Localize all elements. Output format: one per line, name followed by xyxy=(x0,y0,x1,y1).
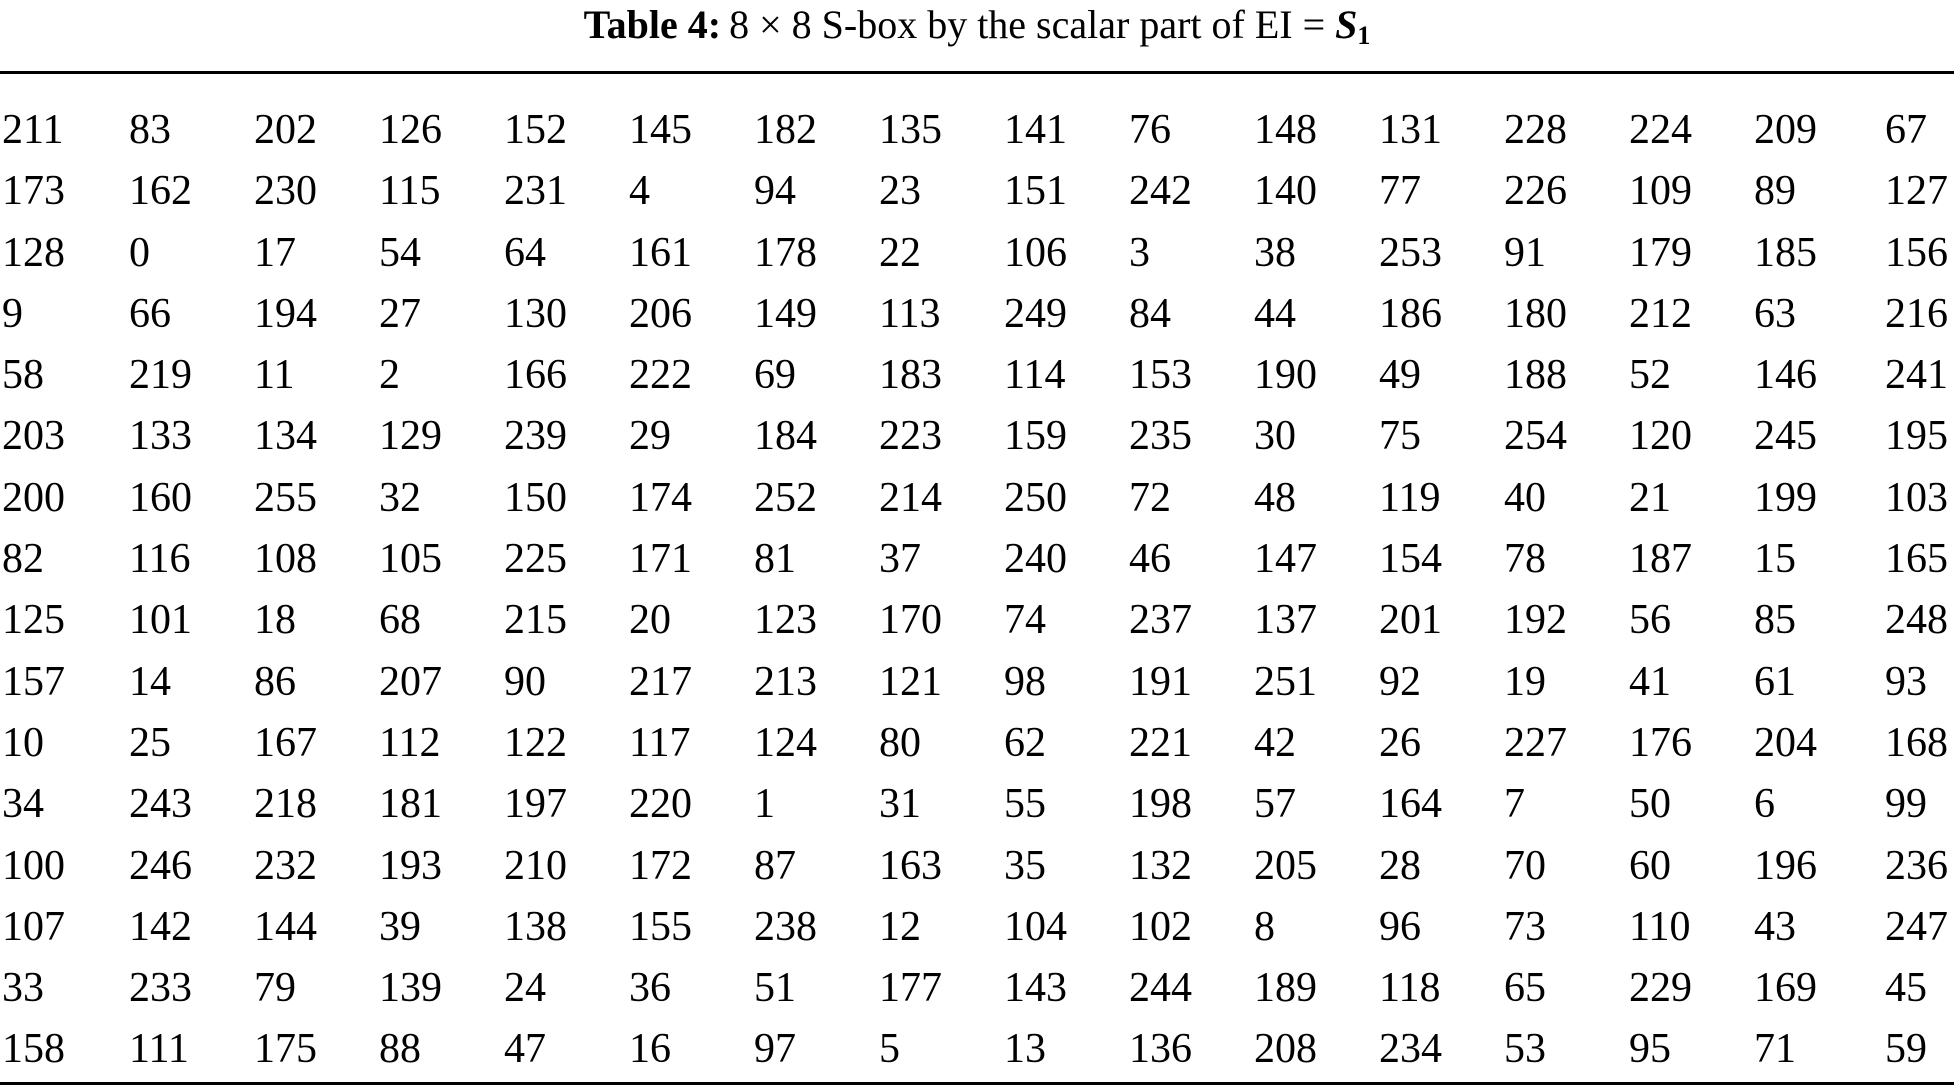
table-cell: 248 xyxy=(1885,597,1948,644)
table-cell: 204 xyxy=(1754,719,1817,766)
table-cell: 2 xyxy=(379,352,400,399)
table-cell: 235 xyxy=(1129,413,1192,460)
table-cell: 68 xyxy=(379,597,421,644)
table-cell: 52 xyxy=(1629,352,1671,399)
table-cell: 97 xyxy=(754,1026,796,1073)
table-cell: 85 xyxy=(1754,597,1796,644)
table-cell: 161 xyxy=(629,229,692,276)
table-cell: 6 xyxy=(1754,781,1775,828)
table-cell: 194 xyxy=(254,290,317,337)
table-cell: 226 xyxy=(1504,168,1567,215)
table-row xyxy=(0,590,1954,651)
table-cell: 110 xyxy=(1629,903,1691,950)
table-cell: 223 xyxy=(879,413,942,460)
table-cell: 58 xyxy=(2,352,44,399)
table-cell: 129 xyxy=(379,413,442,460)
table-cell: 11 xyxy=(254,352,295,399)
table-cell: 153 xyxy=(1129,352,1192,399)
table-cell: 83 xyxy=(129,107,171,153)
table-cell: 220 xyxy=(629,781,692,828)
table-cell: 141 xyxy=(1004,107,1067,153)
table-cell: 100 xyxy=(2,842,65,889)
table-cell: 160 xyxy=(129,474,192,521)
table-row xyxy=(0,406,1954,467)
table-cell: 91 xyxy=(1504,229,1546,276)
table-cell: 19 xyxy=(1504,658,1546,705)
table-cell: 162 xyxy=(129,168,192,215)
table-cell: 227 xyxy=(1504,719,1567,766)
table-cell: 50 xyxy=(1629,781,1671,828)
table-row xyxy=(0,468,1954,529)
table-cell: 184 xyxy=(754,413,817,460)
table-cell: 132 xyxy=(1129,842,1192,889)
table-cell: 250 xyxy=(1004,474,1067,521)
table-cell: 188 xyxy=(1504,352,1567,399)
table-cell: 150 xyxy=(504,474,567,521)
table-cell: 18 xyxy=(254,597,296,644)
table-cell: 69 xyxy=(754,352,796,399)
table-cell: 126 xyxy=(379,107,442,153)
table-cell: 179 xyxy=(1629,229,1692,276)
table-cell: 211 xyxy=(2,107,64,153)
table-cell: 243 xyxy=(129,781,192,828)
table-cell: 4 xyxy=(629,168,650,215)
table-cell: 75 xyxy=(1379,413,1421,460)
table-cell: 151 xyxy=(1004,168,1067,215)
table-cell: 105 xyxy=(379,536,442,583)
table-cell: 134 xyxy=(254,413,317,460)
table-cell: 117 xyxy=(629,719,691,766)
table-cell: 51 xyxy=(754,965,796,1012)
table-cell: 111 xyxy=(129,1026,189,1073)
table-cell: 114 xyxy=(1004,352,1066,399)
table-cell: 79 xyxy=(254,965,296,1012)
table-cell: 216 xyxy=(1885,290,1948,337)
table-cell: 31 xyxy=(879,781,921,828)
table-cell: 81 xyxy=(754,536,796,583)
table-cell: 198 xyxy=(1129,781,1192,828)
table-cell: 139 xyxy=(379,965,442,1012)
caption-text: 8 × 8 S-box by the scalar part of EI = xyxy=(729,2,1336,47)
table-cell: 201 xyxy=(1379,597,1442,644)
table-cell: 30 xyxy=(1254,413,1296,460)
table-cell: 21 xyxy=(1629,474,1671,521)
table-row xyxy=(0,1019,1954,1080)
table-row xyxy=(0,774,1954,835)
table-cell: 131 xyxy=(1379,107,1442,153)
table-cell: 66 xyxy=(129,290,171,337)
table-cell: 221 xyxy=(1129,719,1192,766)
table-cell: 236 xyxy=(1885,842,1948,889)
table-cell: 44 xyxy=(1254,290,1296,337)
table-cell: 212 xyxy=(1629,290,1692,337)
table-cell: 196 xyxy=(1754,842,1817,889)
table-cell: 136 xyxy=(1129,1026,1192,1073)
table-cell: 45 xyxy=(1885,965,1927,1012)
table-cell: 96 xyxy=(1379,903,1421,950)
table-cell: 217 xyxy=(629,658,692,705)
table-cell: 103 xyxy=(1885,474,1948,521)
table-cell: 207 xyxy=(379,658,442,705)
table-cell: 157 xyxy=(2,658,65,705)
table-cell: 200 xyxy=(2,474,65,521)
table-cell: 72 xyxy=(1129,474,1171,521)
table-cell: 142 xyxy=(129,903,192,950)
table-cell: 76 xyxy=(1129,107,1171,153)
table-cell: 166 xyxy=(504,352,567,399)
table-cell: 67 xyxy=(1885,107,1927,153)
table-cell: 108 xyxy=(254,536,317,583)
table-cell: 169 xyxy=(1754,965,1817,1012)
table-cell: 155 xyxy=(629,903,692,950)
table-cell: 219 xyxy=(129,352,192,399)
table-cell: 23 xyxy=(879,168,921,215)
table-cell: 47 xyxy=(504,1026,546,1073)
table-row xyxy=(0,345,1954,406)
table-cell: 165 xyxy=(1885,536,1948,583)
table-cell: 93 xyxy=(1885,658,1927,705)
table-cell: 40 xyxy=(1504,474,1546,521)
table-cell: 32 xyxy=(379,474,421,521)
table-cell: 209 xyxy=(1754,107,1817,153)
table-cell: 228 xyxy=(1504,107,1567,153)
table-row xyxy=(0,652,1954,713)
table-cell: 53 xyxy=(1504,1026,1546,1073)
table-cell: 143 xyxy=(1004,965,1067,1012)
table-cell: 120 xyxy=(1629,413,1692,460)
table-cell: 130 xyxy=(504,290,567,337)
caption-symbol: S xyxy=(1335,2,1358,47)
table-cell: 154 xyxy=(1379,536,1442,583)
table-cell: 234 xyxy=(1379,1026,1442,1073)
table-cell: 178 xyxy=(754,229,817,276)
table-cell: 203 xyxy=(2,413,65,460)
table-row xyxy=(0,100,1954,161)
table-cell: 232 xyxy=(254,842,317,889)
table-cell: 185 xyxy=(1754,229,1817,276)
table-cell: 74 xyxy=(1004,597,1046,644)
table-cell: 149 xyxy=(754,290,817,337)
table-cell: 206 xyxy=(629,290,692,337)
table-cell: 171 xyxy=(629,536,692,583)
table-cell: 197 xyxy=(504,781,567,828)
table-cell: 144 xyxy=(254,903,317,950)
table-cell: 159 xyxy=(1004,413,1067,460)
table-cell: 189 xyxy=(1254,965,1317,1012)
table-cell: 249 xyxy=(1004,290,1067,337)
caption-subscript: 1 xyxy=(1357,21,1371,50)
table-cell: 36 xyxy=(629,965,671,1012)
table-cell: 225 xyxy=(504,536,567,583)
table-cell: 146 xyxy=(1754,352,1817,399)
table-cell: 16 xyxy=(629,1026,671,1073)
table-row xyxy=(0,284,1954,345)
table-cell: 39 xyxy=(379,903,421,950)
table-cell: 112 xyxy=(379,719,441,766)
table-cell: 34 xyxy=(2,781,44,828)
table-cell: 42 xyxy=(1254,719,1296,766)
sbox-table xyxy=(0,100,1954,1081)
table-cell: 84 xyxy=(1129,290,1171,337)
table-row xyxy=(0,897,1954,958)
table-cell: 241 xyxy=(1885,352,1948,399)
table-cell: 25 xyxy=(129,719,171,766)
table-cell: 190 xyxy=(1254,352,1317,399)
table-cell: 87 xyxy=(754,842,796,889)
table-cell: 28 xyxy=(1379,842,1421,889)
table-cell: 90 xyxy=(504,658,546,705)
table-cell: 170 xyxy=(879,597,942,644)
caption-label: Table 4: xyxy=(583,2,722,47)
table-cell: 88 xyxy=(379,1026,421,1073)
table-cell: 191 xyxy=(1129,658,1192,705)
table-cell: 175 xyxy=(254,1026,317,1073)
table-cell: 95 xyxy=(1629,1026,1671,1073)
table-cell: 138 xyxy=(504,903,567,950)
table-cell: 5 xyxy=(879,1026,900,1073)
table-cell: 116 xyxy=(129,536,191,583)
table-cell: 164 xyxy=(1379,781,1442,828)
table-cell: 70 xyxy=(1504,842,1546,889)
table-cell: 239 xyxy=(504,413,567,460)
table-cell: 10 xyxy=(2,719,44,766)
table-cell: 215 xyxy=(504,597,567,644)
table-cell: 13 xyxy=(1004,1026,1046,1073)
table-cell: 192 xyxy=(1504,597,1567,644)
table-row xyxy=(0,161,1954,222)
table-cell: 24 xyxy=(504,965,546,1012)
table-cell: 115 xyxy=(379,168,441,215)
table-cell: 48 xyxy=(1254,474,1296,521)
table-cell: 172 xyxy=(629,842,692,889)
table-cell: 8 xyxy=(1254,903,1275,950)
table-cell: 152 xyxy=(504,107,567,153)
table-cell: 37 xyxy=(879,536,921,583)
table-cell: 82 xyxy=(2,536,44,583)
table-cell: 148 xyxy=(1254,107,1317,153)
table-cell: 59 xyxy=(1885,1026,1927,1073)
table-cell: 242 xyxy=(1129,168,1192,215)
table-cell: 17 xyxy=(254,229,296,276)
table-cell: 230 xyxy=(254,168,317,215)
table-cell: 15 xyxy=(1754,536,1796,583)
table-cell: 237 xyxy=(1129,597,1192,644)
table-cell: 99 xyxy=(1885,781,1927,828)
table-cell: 233 xyxy=(129,965,192,1012)
table-cell: 224 xyxy=(1629,107,1692,153)
table-cell: 246 xyxy=(129,842,192,889)
table-cell: 7 xyxy=(1504,781,1525,828)
table-cell: 65 xyxy=(1504,965,1546,1012)
table-cell: 254 xyxy=(1504,413,1567,460)
table-cell: 158 xyxy=(2,1026,65,1073)
table-cell: 125 xyxy=(2,597,65,644)
table-cell: 27 xyxy=(379,290,421,337)
table-cell: 104 xyxy=(1004,903,1067,950)
table-cell: 35 xyxy=(1004,842,1046,889)
table-bottom-rule xyxy=(0,1082,1954,1085)
table-cell: 127 xyxy=(1885,168,1948,215)
table-cell: 33 xyxy=(2,965,44,1012)
table-cell: 9 xyxy=(2,290,23,337)
table-cell: 71 xyxy=(1754,1026,1796,1073)
table-cell: 54 xyxy=(379,229,421,276)
table-cell: 244 xyxy=(1129,965,1192,1012)
table-cell: 202 xyxy=(254,107,317,153)
table-cell: 55 xyxy=(1004,781,1046,828)
table-cell: 113 xyxy=(879,290,941,337)
table-cell: 174 xyxy=(629,474,692,521)
table-cell: 26 xyxy=(1379,719,1421,766)
table-cell: 135 xyxy=(879,107,942,153)
table-cell: 80 xyxy=(879,719,921,766)
table-row xyxy=(0,223,1954,284)
table-cell: 210 xyxy=(504,842,567,889)
table-cell: 213 xyxy=(754,658,817,705)
table-cell: 46 xyxy=(1129,536,1171,583)
table-cell: 195 xyxy=(1885,413,1948,460)
table-cell: 119 xyxy=(1379,474,1441,521)
table-cell: 231 xyxy=(504,168,567,215)
table-cell: 107 xyxy=(2,903,65,950)
table-cell: 77 xyxy=(1379,168,1421,215)
table-cell: 128 xyxy=(2,229,65,276)
table-cell: 49 xyxy=(1379,352,1421,399)
table-cell: 98 xyxy=(1004,658,1046,705)
table-cell: 255 xyxy=(254,474,317,521)
table-cell: 199 xyxy=(1754,474,1817,521)
table-cell: 214 xyxy=(879,474,942,521)
table-cell: 208 xyxy=(1254,1026,1317,1073)
table-cell: 109 xyxy=(1629,168,1692,215)
table-cell: 187 xyxy=(1629,536,1692,583)
table-cell: 78 xyxy=(1504,536,1546,583)
table-cell: 181 xyxy=(379,781,442,828)
table-cell: 222 xyxy=(629,352,692,399)
table-cell: 73 xyxy=(1504,903,1546,950)
table-cell: 186 xyxy=(1379,290,1442,337)
table-cell: 124 xyxy=(754,719,817,766)
table-cell: 56 xyxy=(1629,597,1671,644)
table-cell: 1 xyxy=(754,781,775,828)
table-cell: 247 xyxy=(1885,903,1948,950)
table-cell: 22 xyxy=(879,229,921,276)
table-top-rule xyxy=(0,71,1954,74)
table-cell: 38 xyxy=(1254,229,1296,276)
table-cell: 147 xyxy=(1254,536,1317,583)
table-cell: 63 xyxy=(1754,290,1796,337)
table-cell: 89 xyxy=(1754,168,1796,215)
table-cell: 183 xyxy=(879,352,942,399)
table-cell: 61 xyxy=(1754,658,1796,705)
table-cell: 86 xyxy=(254,658,296,705)
table-cell: 118 xyxy=(1379,965,1441,1012)
table-cell: 251 xyxy=(1254,658,1317,705)
table-cell: 29 xyxy=(629,413,671,460)
table-cell: 101 xyxy=(129,597,192,644)
table-cell: 41 xyxy=(1629,658,1671,705)
table-cell: 121 xyxy=(879,658,942,705)
table-row xyxy=(0,958,1954,1019)
table-cell: 238 xyxy=(754,903,817,950)
table-caption xyxy=(0,0,1954,50)
table-cell: 43 xyxy=(1754,903,1796,950)
table-cell: 145 xyxy=(629,107,692,153)
table-cell: 102 xyxy=(1129,903,1192,950)
table-cell: 168 xyxy=(1885,719,1948,766)
table-cell: 245 xyxy=(1754,413,1817,460)
table-cell: 163 xyxy=(879,842,942,889)
table-cell: 252 xyxy=(754,474,817,521)
table-cell: 0 xyxy=(129,229,150,276)
table-cell: 229 xyxy=(1629,965,1692,1012)
table-cell: 64 xyxy=(504,229,546,276)
table-cell: 180 xyxy=(1504,290,1567,337)
table-cell: 133 xyxy=(129,413,192,460)
sbox-table-body xyxy=(0,100,1954,1081)
table-cell: 14 xyxy=(129,658,171,705)
table-cell: 3 xyxy=(1129,229,1150,276)
table-cell: 182 xyxy=(754,107,817,153)
table-cell: 57 xyxy=(1254,781,1296,828)
table-cell: 137 xyxy=(1254,597,1317,644)
table-cell: 123 xyxy=(754,597,817,644)
table-cell: 140 xyxy=(1254,168,1317,215)
table-cell: 167 xyxy=(254,719,317,766)
table-cell: 12 xyxy=(879,903,921,950)
table-cell: 218 xyxy=(254,781,317,828)
table-cell: 156 xyxy=(1885,229,1948,276)
table-cell: 20 xyxy=(629,597,671,644)
table-cell: 106 xyxy=(1004,229,1067,276)
table-row xyxy=(0,713,1954,774)
table-cell: 253 xyxy=(1379,229,1442,276)
table-row xyxy=(0,529,1954,590)
table-cell: 122 xyxy=(504,719,567,766)
table-cell: 92 xyxy=(1379,658,1421,705)
table-cell: 62 xyxy=(1004,719,1046,766)
table-cell: 173 xyxy=(2,168,65,215)
table-cell: 240 xyxy=(1004,536,1067,583)
table-cell: 205 xyxy=(1254,842,1317,889)
table-cell: 60 xyxy=(1629,842,1671,889)
table-cell: 193 xyxy=(379,842,442,889)
table-row xyxy=(0,836,1954,897)
table-cell: 94 xyxy=(754,168,796,215)
table-cell: 176 xyxy=(1629,719,1692,766)
table-cell: 177 xyxy=(879,965,942,1012)
